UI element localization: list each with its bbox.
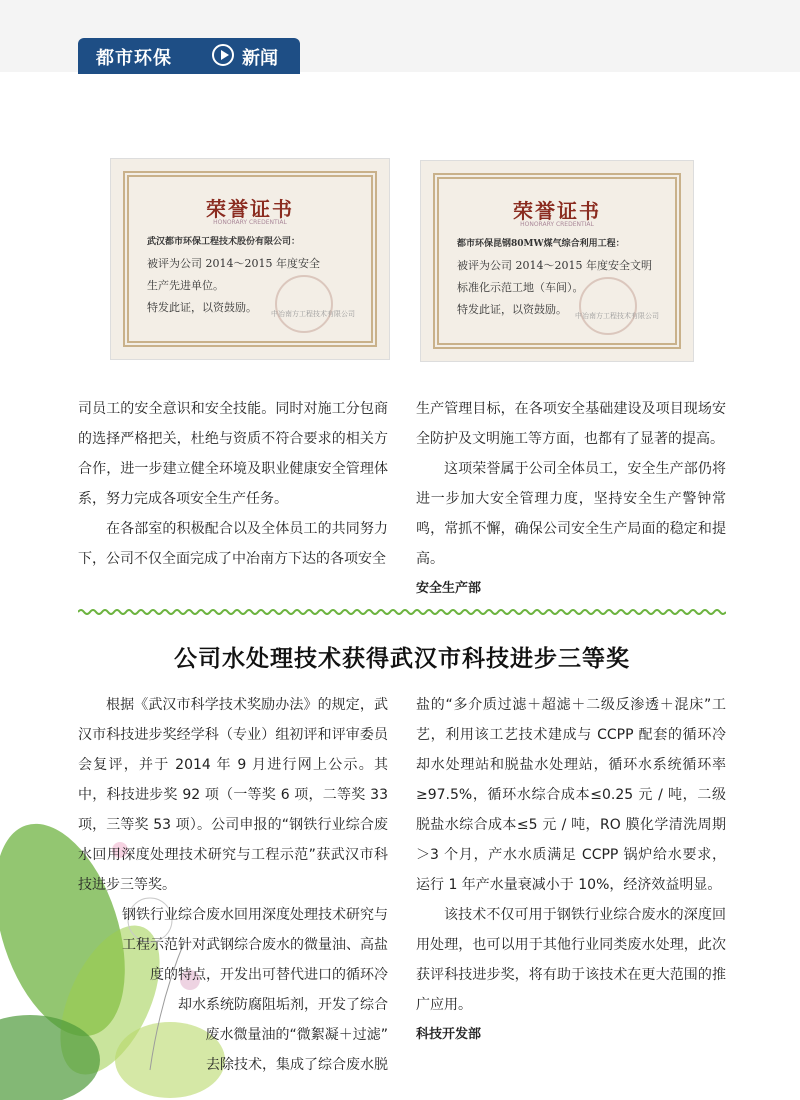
article1-left-column [78, 394, 388, 574]
seal-stamp [275, 275, 333, 333]
paragraph: 生产管理目标，在各项安全基础建设及项目现场安全防护及文明施工等方面，也都有了显著的提高。 [416, 401, 726, 447]
department-signature: 科技开发部 [416, 1027, 482, 1042]
article2-right-column [416, 690, 726, 1050]
wrap-line: 却水系统防腐阻垢剂，开发了综合 [178, 997, 388, 1013]
department-signature: 安全生产部 [416, 581, 482, 596]
wrap-line: 工程示范针对武钢综合废水的微量油、高盐 [122, 937, 388, 953]
section-name: 新闻 [242, 48, 278, 69]
wrap-line: 去除技术，集成了综合废水脱 [206, 1057, 388, 1073]
paragraph: 根据《武汉市科学技术奖励办法》的规定，武汉市科技进步奖经学科（专业）组初评和评审委员会复评，并于 2014 年 9 月进行网上公示。其中，科技进步奖 92 项（一等奖 6 项，二等奖 33 项，三等奖 53 项）。公司申报的“钢铁行业综合废水回用深度处理技术研究与工程示范”获武汉市科技进步三等奖。 [78, 697, 388, 893]
certificate-subtitle: HONORARY CREDENTIAL [213, 219, 287, 226]
wrap-line: 废水微量油的“微絮凝＋过滤” [205, 1027, 388, 1043]
paragraph: 该技术不仅可用于钢铁行业综合废水的深度回用处理，也可以用于其他行业同类废水处理，此次获评科技进步奖，将有助于该技术在更大范围的推广应用。 [416, 907, 726, 1013]
seal-stamp [579, 277, 637, 335]
article2-left-column [78, 690, 388, 1080]
certificate-recipient: 都市环保昆钢80MW煤气综合利用工程： [457, 239, 625, 249]
certificate-issuer: 中冶南方工程技术有限公司 [271, 310, 355, 318]
paragraph: 这项荣誉属于公司全体员工，安全生产部仍将进一步加大安全管理力度，坚持安全生产警钟常鸣，常抓不懈，确保公司安全生产局面的稳定和提高。 [416, 461, 726, 567]
certificate-line: 特发此证，以资鼓励。 [457, 303, 567, 316]
wrap-line: 度的特点，开发出可替代进口的循环冷 [150, 967, 388, 983]
wrap-line: 钢铁行业综合废水回用深度处理技术研究与 [122, 907, 388, 923]
brand-name: 都市环保 [96, 48, 172, 69]
wavy-divider [78, 608, 726, 616]
certificate-line: 被评为公司 2014～2015 年度安全文明 [457, 259, 652, 272]
paragraph: 司员工的安全意识和安全技能。同时对施工分包商的选择严格把关，杜绝与资质不符合要求的相关方合作，进一步建立健全环境及职业健康安全管理体系，努力完成各项安全生产任务。 [78, 401, 388, 507]
certificate-line: 标准化示范工地（车间）。 [457, 281, 584, 294]
article-headline: 公司水处理技术获得武汉市科技进步三等奖 [174, 646, 630, 672]
certificate-line: 特发此证，以资鼓励。 [147, 301, 257, 314]
certificate-subtitle: HONORARY CREDENTIAL [520, 221, 594, 228]
play-circle-icon [212, 44, 234, 66]
certificate-title: 荣誉证书 [206, 197, 294, 221]
certificate-issuer: 中冶南方工程技术有限公司 [575, 312, 659, 320]
certificate-line: 生产先进单位。 [147, 279, 224, 292]
paragraph: 在各部室的积极配合以及全体员工的共同努力下，公司不仅全面完成了中冶南方下达的各项安全 [78, 521, 388, 567]
certificate-recipient: 武汉都市环保工程技术股份有限公司： [147, 237, 301, 247]
paragraph: 盐的“多介质过滤＋超滤＋二级反渗透＋混床”工艺，利用该工艺技术建成与 CCPP 配套的循环冷却水处理站和脱盐水处理站，循环水系统循环率≥97.5%，循环水综合成本≤0.25 元 / 吨，二级脱盐水综合成本≤5 元 / 吨，RO 膜化学清洗周期＞3 个月，产水水质满足 CCPP 锅炉给水要求，运行 1 年产水量衰减小于 10%，经济效益明显。 [416, 697, 726, 893]
certificate-photo-2 [420, 160, 694, 362]
article1-right-column [416, 394, 726, 604]
certificate-line: 被评为公司 2014～2015 年度安全 [147, 257, 320, 270]
certificate-title: 荣誉证书 [513, 199, 601, 223]
certificate-photo-1 [110, 158, 390, 360]
